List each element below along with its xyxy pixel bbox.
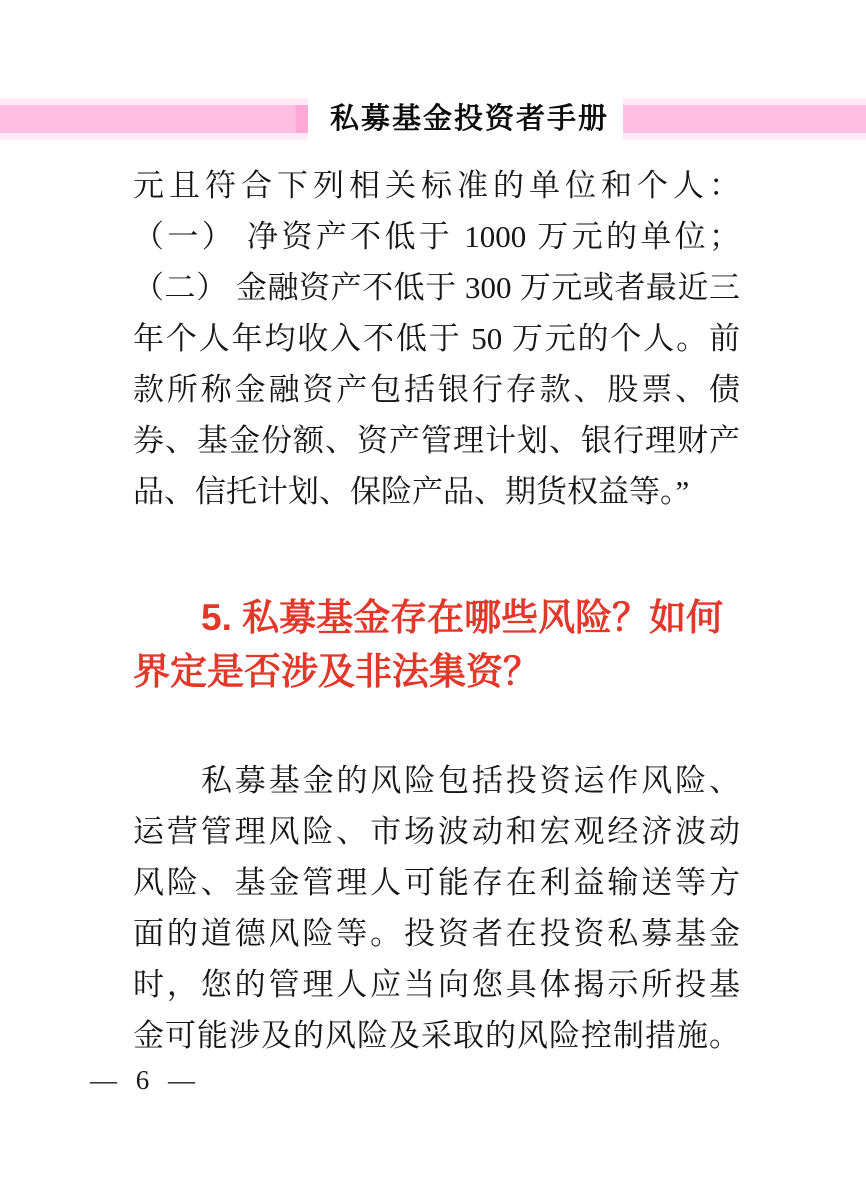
text-line: 款所称金融资产包括银行存款、股票、债 (133, 372, 740, 407)
text-line: 金可能涉及的风险及采取的风险控制措施。 (133, 1018, 740, 1053)
text-line: 面的道德风险等。投资者在投资私募基金 (133, 916, 740, 951)
paragraph-risk-description (133, 755, 740, 1061)
text-line: 券、基金份额、资产管理计划、银行理财产 (133, 423, 740, 458)
text-line: 私募基金的风险包括投资运作风险、 (201, 763, 740, 798)
paragraph-investor-standards (133, 160, 740, 517)
text-line: （二） 金融资产不低于 300 万元或者最近三 (133, 270, 740, 305)
book-title: 私募基金投资者手册 (330, 103, 610, 135)
section-heading-risks (133, 591, 740, 699)
heading-line: 界定是否涉及非法集资？ (133, 651, 540, 692)
text-line: 元且符合下列相关标准的单位和个人： (133, 168, 740, 203)
text-line: 品、信托计划、保险产品、期货权益等。” (133, 474, 690, 509)
heading-line: 5. 私募基金存在哪些风险？如何 (201, 597, 724, 638)
header-pink-bar-left (0, 98, 308, 140)
text-line: 风险、基金管理人可能存在利益输送等方 (133, 865, 740, 900)
text-line: 运营管理风险、市场波动和宏观经济波动 (133, 814, 740, 849)
header-pink-bar-right (623, 98, 866, 140)
page-number: — 6 — (90, 1065, 201, 1095)
text-line: （一） 净资产不低于 1000 万元的单位； (133, 219, 740, 254)
page-header (0, 98, 866, 140)
text-line: 时，您的管理人应当向您具体揭示所投基 (133, 967, 740, 1002)
text-line: 年个人年均收入不低于 50 万元的个人。前 (133, 321, 740, 356)
